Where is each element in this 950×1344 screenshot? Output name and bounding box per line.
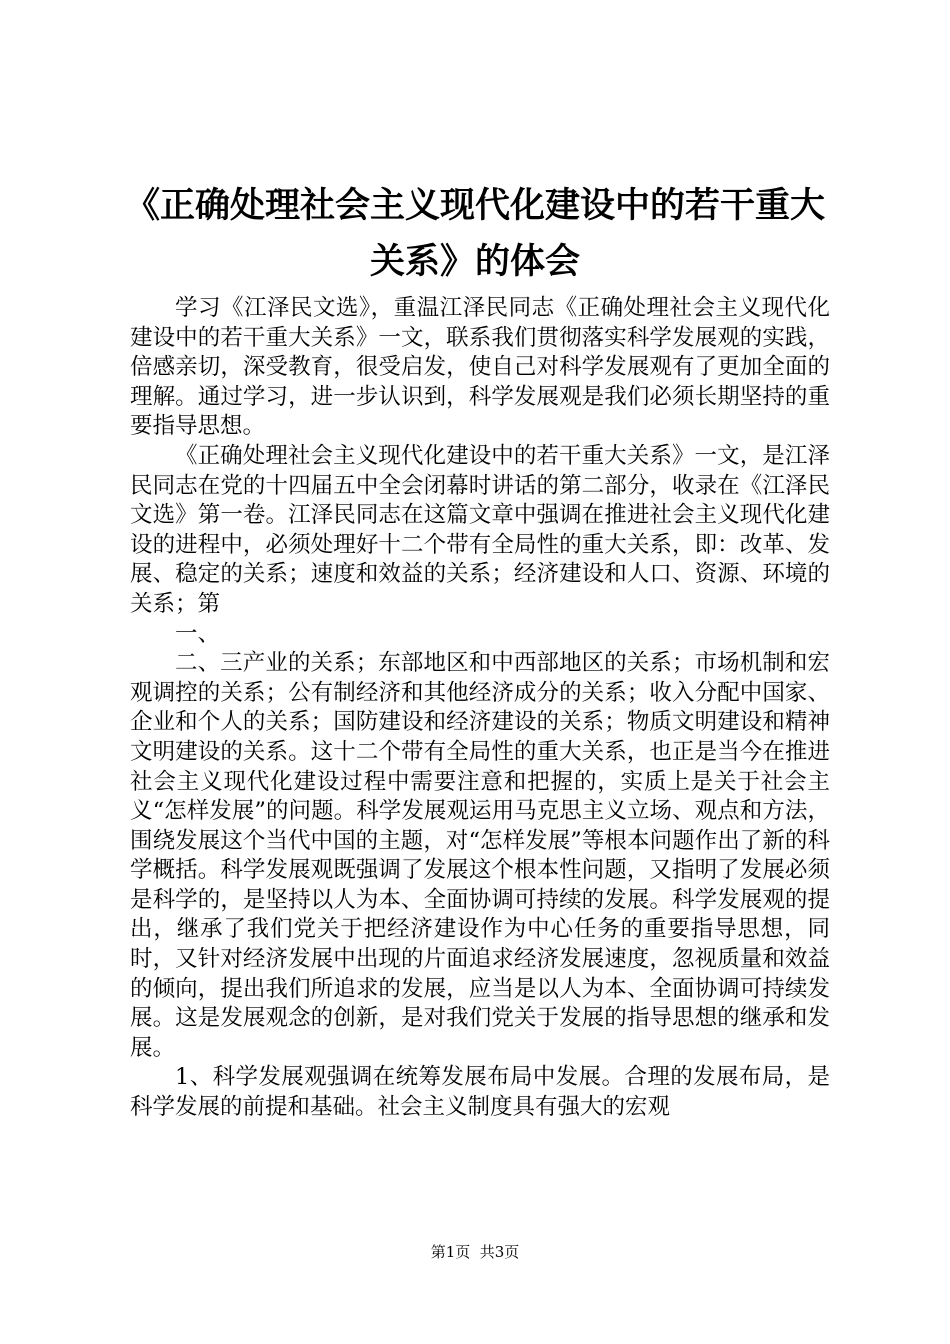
paragraph-2: 《正确处理社会主义现代化建设中的若干重大关系》一文，是江泽民同志在党的十四届五中全会闭幕时讲话的第二部分，收录在《江泽民文选》第一卷。江泽民同志在这篇文章中强调在推进社会主义现代化建设的进程中，必须处理好十二个带有全局性的重大关系，即：改革、发展、稳定的关系；速度和效益的关系；经济建设和人口、资源、环境的关系；第 — [130, 442, 830, 617]
paragraph-3: 一、 — [175, 620, 221, 647]
document-title — [110, 178, 840, 290]
paragraph-4: 二、三产业的关系；东部地区和中西部地区的关系；市场机制和宏观调控的关系；公有制经济和其他经济成分的关系；收入分配中国家、企业和个人的关系；国防建设和经济建设的关系；物质文明建设和精神文明建设的关系。这十二个带有全局性的重大关系，也正是当今在推进社会主义现代化建设过程中需要注意和把握的，实质上是关于社会主义“怎样发展”的问题。科学发展观运用马克思主义立场、观点和方法，围绕发展这个当代中国的主题，对“怎样发展”等根本问题作出了新的科学概括。科学发展观既强调了发展这个根本性问题，又指明了发展必须是科学的，是坚持以人为本、全面协调可持续的发展。科学发展观的提出，继承了我们党关于把经济建设作为中心任务的重要指导思想，同时，又针对经济发展中出现的片面追求经济发展速度，忽视质量和效益的倾向，提出我们所追求的发展，应当是以人为本、全面协调可持续发展。这是发展观念的创新，是对我们党关于发展的指导思想的继承和发展。 — [130, 650, 830, 1061]
paragraph-1: 学习《江泽民文选》，重温江泽民同志《正确处理社会主义现代化建设中的若干重大关系》一文，联系我们贯彻落实科学发展观的实践，倍感亲切，深受教育，很受启发，使自己对科学发展观有了更加全面的理解。通过学习，进一步认识到，科学发展观是我们必须长期坚持的重要指导思想。 — [130, 295, 830, 440]
title-line-2: 关系》的体会 — [369, 242, 580, 282]
title-line-1: 《正确处理社会主义现代化建设中的若干重大 — [124, 186, 825, 226]
document-body — [130, 294, 830, 1123]
paragraph-5: 1、科学发展观强调在统筹发展布局中发展。合理的发展布局，是科学发展的前提和基础。社会主义制度具有强大的宏观 — [130, 1064, 830, 1121]
page-footer — [0, 1242, 950, 1262]
page-number: 第1页 共3页 — [430, 1243, 520, 1261]
